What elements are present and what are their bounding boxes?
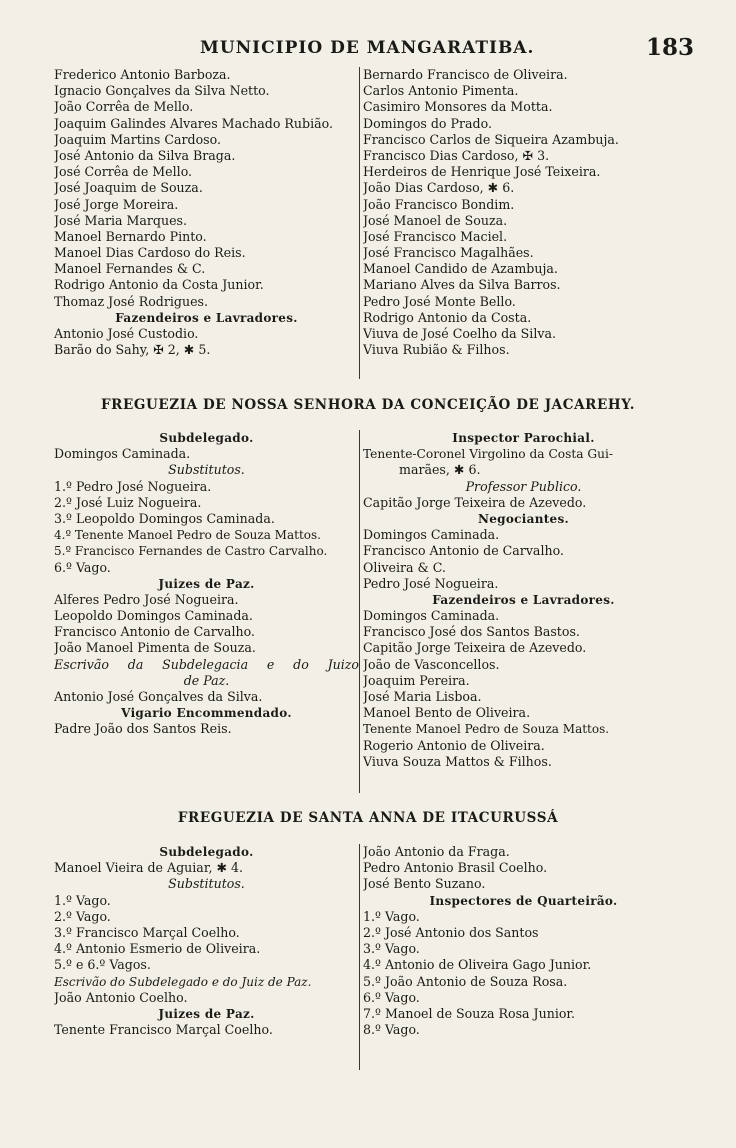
list-item: José Antonio da Silva Braga. [54,147,236,163]
section-title-jacarehy: FREGUEZIA DE NOSSA SENHORA DA CONCEIÇÃO DE JACAREHY. [100,397,636,413]
list-item: Francisco José dos Santos Bastos. [363,624,580,640]
section-heading: Subdelegado. [159,431,254,445]
section-heading: Substitutos. [168,876,245,892]
list-item: Tenente Manoel Pedro de Souza Mattos. [363,722,610,737]
list-item: José Bento Suzano. [363,876,486,892]
section-heading: Fazendeiros e Lavradores. [432,592,615,607]
list-item: 1.º Pedro José Nogueira. [54,478,212,494]
list-item: Capitão Jorge Teixeira de Azevedo. [363,640,587,656]
section-title-itacurussa: FREGUEZIA DE SANTA ANNA DE ITACURUSSÁ [177,810,559,826]
list-item: José Corrêa de Mello. [54,164,193,180]
jacarehy-left-column [54,430,359,738]
section-heading: Negociantes. [477,511,570,526]
list-item: José Maria Lisboa. [363,689,482,704]
list-item: Alferes Pedro José Nogueira. [54,591,239,607]
list-item: João Dias Cardoso, ✱ 6. [363,180,515,196]
list-item: Capitão Jorge Teixeira de Azevedo. [363,494,587,510]
list-item: Domingos Caminada. [363,608,500,624]
section-heading: Substitutos. [168,462,245,478]
list-item: 4.º Tenente Manoel Pedro de Souza Mattos. [54,528,321,543]
list-item: José Francisco Magalhães. [363,245,534,261]
list-item: Oliveira & C. [363,559,446,575]
list-item: 2.º José Luiz Nogueira. [54,494,202,510]
page-header [0,34,736,64]
list-item: 1.º Vago. [363,908,420,924]
list-item: Bernardo Francisco de Oliveira. [363,67,568,82]
list-item: Manoel Vieira de Aguiar, ✱ 4. [54,860,244,876]
list-item: Francisco Antonio de Carvalho. [54,624,255,640]
list-item: Herdeiros de Henrique José Teixeira. [363,164,601,180]
list-item: Manoel Dias Cardoso do Reis. [54,245,246,261]
list-item: Tenente-Coronel Virgolino da Costa Gui- [363,447,613,462]
list-item: Francisco Antonio de Carvalho. [363,543,564,559]
section-heading: Professor Publico. [465,478,582,494]
list-item: Domingos do Prado. [363,115,492,131]
list-item: 5.º e 6.º Vagos. [54,957,151,973]
list-item: Domingos Caminada. [363,527,500,543]
list-item: José Jorge Moreira. [54,196,179,212]
list-item: Pedro José Nogueira. [363,575,499,591]
section-heading: Juizes de Paz. [158,1006,255,1021]
list-item: José Manoel de Souza. [363,212,508,228]
list-item: 5.º João Antonio de Souza Rosa. [363,973,568,989]
section-heading: Vigario Encommendado. [121,706,292,721]
list-item: José Joaquim de Souza. [54,180,203,196]
list-item: 3.º Leopoldo Domingos Caminada. [54,510,275,526]
itacurussa-listing [54,844,684,1070]
page-number: 183 [646,34,695,61]
itacurussa-right-column [363,844,684,1038]
list-item: 4.º Antonio Esmerio de Oliveira. [54,941,261,957]
list-item: João Antonio da Fraga. [363,844,510,859]
list-item: Carlos Antonio Pimenta. [363,83,519,99]
list-item: Manoel Candido de Azambuja. [363,261,558,277]
list-item: 4.º Antonio de Oliveira Gago Junior. [363,957,592,973]
list-item: 2.º José Antonio dos Santos [363,924,539,940]
list-item: Padre João dos Santos Reis. [54,721,232,737]
list-item: 6.º Vago. [54,559,111,575]
list-item: Pedro José Monte Bello. [363,293,516,309]
section-heading: Fazendeiros e Lavradores. [115,310,298,325]
list-item: José Francisco Maciel. [363,228,508,244]
list-item: João de Vasconcellos. [363,656,500,672]
list-item: Ignacio Gonçalves da Silva Netto. [54,83,270,99]
list-item: 2.º Vago. [54,908,111,924]
column-rule [359,67,360,379]
list-item: João Francisco Bondim. [363,196,515,212]
list-item: Antonio José Custodio. [54,326,199,341]
list-item: 5.º Francisco Fernandes de Castro Carvalho. [54,544,328,559]
list-item: Rogerio Antonio de Oliveira. [363,737,545,753]
list-item: Manoel Fernandes & C. [54,261,206,277]
list-item: Antonio José Gonçalves da Silva. [54,689,263,704]
list-item: Tenente Francisco Marçal Coelho. [54,1022,273,1038]
top-right-column [363,67,684,358]
list-item: Francisco Carlos de Siqueira Azambuja. [363,131,619,147]
list-item: Pedro Antonio Brasil Coelho. [363,860,548,876]
top-left-column [54,67,359,358]
list-item: Frederico Antonio Barboza. [54,67,231,82]
list-item: 3.º Vago. [363,941,420,957]
list-item: 3.º Francisco Marçal Coelho. [54,924,240,940]
list-item: Rodrigo Antonio da Costa Junior. [54,277,264,293]
section-heading: Escrivão da Subdelegacia e do Juizo [54,656,359,672]
list-item: Manoel Bernardo Pinto. [54,228,207,244]
column-rule [359,844,360,1070]
list-item: João Corrêa de Mello. [54,99,194,115]
list-item: Francisco Dias Cardoso, ✠ 3. [363,147,550,163]
jacarehy-listing [54,430,684,793]
list-item: Joaquim Martins Cardoso. [54,131,222,147]
section-heading: Inspectores de Quarteirão. [429,893,618,908]
list-item: José Maria Marques. [54,212,188,228]
list-item: Barão do Sahy, ✠ 2, ✱ 5. [54,342,211,358]
column-rule [359,430,360,793]
jacarehy-right-column [363,430,684,770]
top-listing [54,67,684,379]
list-item: Casimiro Monsores da Motta. [363,99,553,115]
section-heading: Subdelegado. [159,845,254,859]
list-item: João Antonio Coelho. [54,989,188,1005]
list-item: João Manoel Pimenta de Souza. [54,640,256,656]
list-item: 1.º Vago. [54,892,111,908]
list-item: 7.º Manoel de Souza Rosa Junior. [363,1005,576,1021]
list-item: Viuva Souza Mattos & Filhos. [363,753,552,769]
section-heading: de Paz. [183,672,230,688]
list-item: Manoel Bento de Oliveira. [363,705,531,721]
list-item: Thomaz José Rodrigues. [54,293,208,309]
list-item: Domingos Caminada. [54,446,191,462]
list-item: Leopoldo Domingos Caminada. [54,608,253,624]
list-item: Joaquim Galindes Alvares Machado Rubião. [54,115,333,131]
list-item: Viuva de José Coelho da Silva. [363,326,556,341]
itacurussa-left-column [54,844,359,1038]
list-item: 8.º Vago. [363,1022,420,1038]
list-item: Viuva Rubião & Filhos. [363,342,510,358]
section-heading: Escrivão do Subdelegado e do Juiz de Paz. [54,974,312,989]
section-heading: Juizes de Paz. [158,576,255,591]
list-item: Mariano Alves da Silva Barros. [363,277,561,293]
list-item: Rodrigo Antonio da Costa. [363,309,532,325]
section-heading: Inspector Parochial. [452,431,595,445]
list-item: marães, ✱ 6. [399,462,481,478]
running-title: MUNICIPIO DE MANGARATIBA. [200,38,535,58]
list-item: 6.º Vago. [363,989,420,1005]
list-item: Joaquim Pereira. [363,672,470,688]
